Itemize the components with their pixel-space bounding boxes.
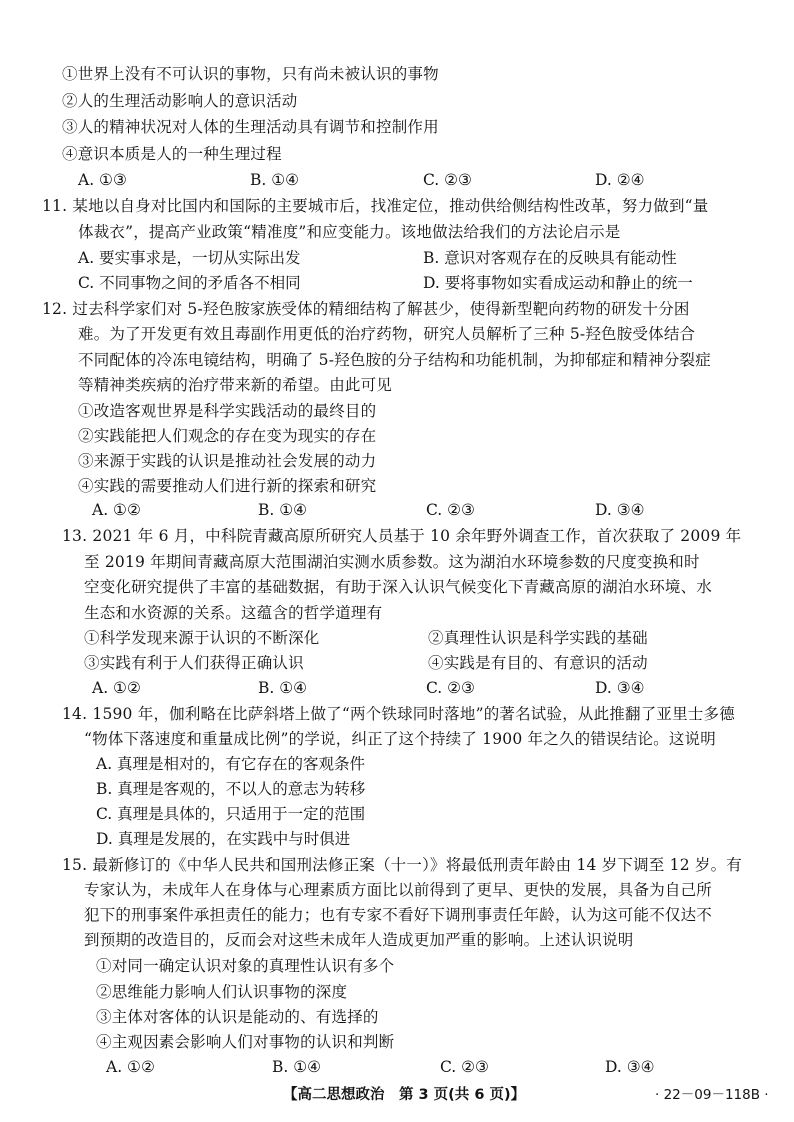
q10-option-b: B. ①④ — [250, 171, 300, 189]
q13-item-4: ④实践是有目的、有意识的活动 — [428, 654, 648, 672]
q15-option-b: B. ①④ — [272, 1058, 322, 1076]
q11-stem-line-2: 体裁衣”，提高产业政策“精准度”和应变能力。该地做法给我们的方法论启示是 — [78, 223, 621, 241]
q15-item-2: ②思维能力影响人们认识事物的深度 — [96, 983, 348, 1001]
q11-option-c: C. 不同事物之间的矛盾各不相同 — [78, 274, 301, 292]
q12-item-3: ③来源于实践的认识是推动社会发展的动力 — [78, 452, 377, 470]
q14-option-d: D. 真理是发展的，在实践中与时俱进 — [96, 830, 351, 848]
q13-option-c: C. ②③ — [426, 679, 475, 697]
q12-item-2: ②实践能把人们观念的存在变为现实的存在 — [78, 427, 377, 445]
q12-item-4: ④实践的需要推动人们进行新的探索和研究 — [78, 477, 377, 495]
q13-option-d: D. ③④ — [595, 679, 645, 697]
q15-option-a: A. ①② — [106, 1058, 155, 1076]
q11-option-b: B. 意识对客观存在的反映具有能动性 — [423, 249, 677, 267]
q12-stem-line-4: 等精神类疾病的治疗带来新的希望。由此可见 — [78, 376, 393, 394]
q10-item-1: ①世界上没有不可认识的事物，只有尚未被认识的事物 — [62, 65, 439, 83]
q14-stem-line-2: “物体下落速度和重量成比例”的学说，纠正了这个持续了 1900 年之久的错误结论。这说明 — [84, 730, 716, 748]
q10-item-2: ②人的生理活动影响人的意识活动 — [62, 92, 298, 110]
q15-option-d: D. ③④ — [605, 1058, 655, 1076]
q12-option-b: B. ①④ — [258, 501, 308, 519]
q10-option-a: A. ①③ — [78, 171, 127, 189]
q13-item-1: ①科学发现来源于认识的不断深化 — [84, 629, 320, 647]
page-footer-title: 【高二思想政治 第 3 页(共 6 页)】 — [283, 1087, 526, 1103]
page-footer-code: · 22－09－118B · — [655, 1087, 769, 1103]
q11-option-d: D. 要将事物如实看成运动和静止的统一 — [423, 274, 693, 292]
q15-item-3: ③主体对客体的认识是能动的、有选择的 — [96, 1008, 379, 1026]
q15-stem-line-1: 15. 最新修订的《中华人民共和国刑法修正案（十一）》将最低刑责年龄由 14 岁下调至 12 岁。有 — [62, 856, 742, 874]
q12-stem-line-1: 12. 过去科学家们对 5-羟色胺家族受体的精细结构了解甚少，使得新型靶向药物的研发十分困 — [42, 300, 690, 318]
q15-item-1: ①对同一确定认识对象的真理性认识有多个 — [96, 957, 395, 975]
q15-option-c: C. ②③ — [440, 1058, 489, 1076]
q13-item-3: ③实践有利于人们获得正确认识 — [84, 654, 304, 672]
q10-option-d: D. ②④ — [595, 171, 645, 189]
q12-stem-line-2: 难。为了开发更有效且毒副作用更低的治疗药物，研究人员解析了三种 5-羟色胺受体结合 — [78, 325, 696, 343]
q13-stem-line-1: 13. 2021 年 6 月，中科院青藏高原所研究人员基于 10 余年野外调查工作，首次获取了 2009 年 — [62, 527, 742, 545]
q13-option-b: B. ①④ — [258, 679, 308, 697]
q14-option-c: C. 真理是具体的，只适用于一定的范围 — [96, 805, 366, 823]
q15-stem-line-3: 犯下的刑事案件承担责任的能力；也有专家不看好下调刑事责任年龄，认为这可能不仅达不 — [84, 906, 713, 924]
q13-option-a: A. ①② — [92, 679, 141, 697]
q15-stem-line-2: 专家认为，未成年人在身体与心理素质方面比以前得到了更早、更快的发展，具备为自己所 — [84, 881, 713, 899]
q10-option-c: C. ②③ — [423, 171, 472, 189]
q13-item-2: ②真理性认识是科学实践的基础 — [428, 629, 648, 647]
q10-item-3: ③人的精神状况对人体的生理活动具有调节和控制作用 — [62, 118, 439, 136]
q11-option-a: A. 要实事求是，一切从实际出发 — [78, 249, 301, 267]
q10-item-4: ④意识本质是人的一种生理过程 — [62, 145, 282, 163]
q12-option-d: D. ③④ — [595, 501, 645, 519]
q14-option-b: B. 真理是客观的，不以人的意志为转移 — [96, 780, 366, 798]
q12-option-a: A. ①② — [92, 501, 141, 519]
q13-stem-line-3: 空变化研究提供了丰富的基础数据，有助于深入认识气候变化下青藏高原的湖泊水环境、水 — [84, 578, 713, 596]
q12-item-1: ①改造客观世界是科学实践活动的最终目的 — [78, 402, 377, 420]
q12-stem-line-3: 不同配体的冷冻电镜结构，明确了 5-羟色胺的分子结构和功能机制，为抑郁症和精神分裂症 — [78, 351, 711, 369]
q13-stem-line-4: 生态和水资源的关系。这蕴含的哲学道理有 — [84, 604, 383, 622]
q12-option-c: C. ②③ — [426, 501, 475, 519]
q15-item-4: ④主观因素会影响人们对事物的认识和判断 — [96, 1033, 395, 1051]
q15-stem-line-4: 到预期的改造目的，反而会对这些未成年人造成更加严重的影响。上述认识说明 — [84, 931, 634, 949]
q13-stem-line-2: 至 2019 年期间青藏高原大范围湖泊实测水质参数。这为湖泊水环境参数的尺度变换和时 — [84, 553, 700, 571]
q14-stem-line-1: 14. 1590 年，伽利略在比萨斜塔上做了“两个铁球同时落地”的著名试验，从此推翻了亚里士多德 — [62, 705, 735, 723]
q11-stem-line-1: 11. 某地以自身对比国内和国际的主要城市后，找准定位，推动供给侧结构性改革，努力做到“量 — [42, 197, 709, 215]
q14-option-a: A. 真理是相对的，有它存在的客观条件 — [96, 755, 366, 773]
